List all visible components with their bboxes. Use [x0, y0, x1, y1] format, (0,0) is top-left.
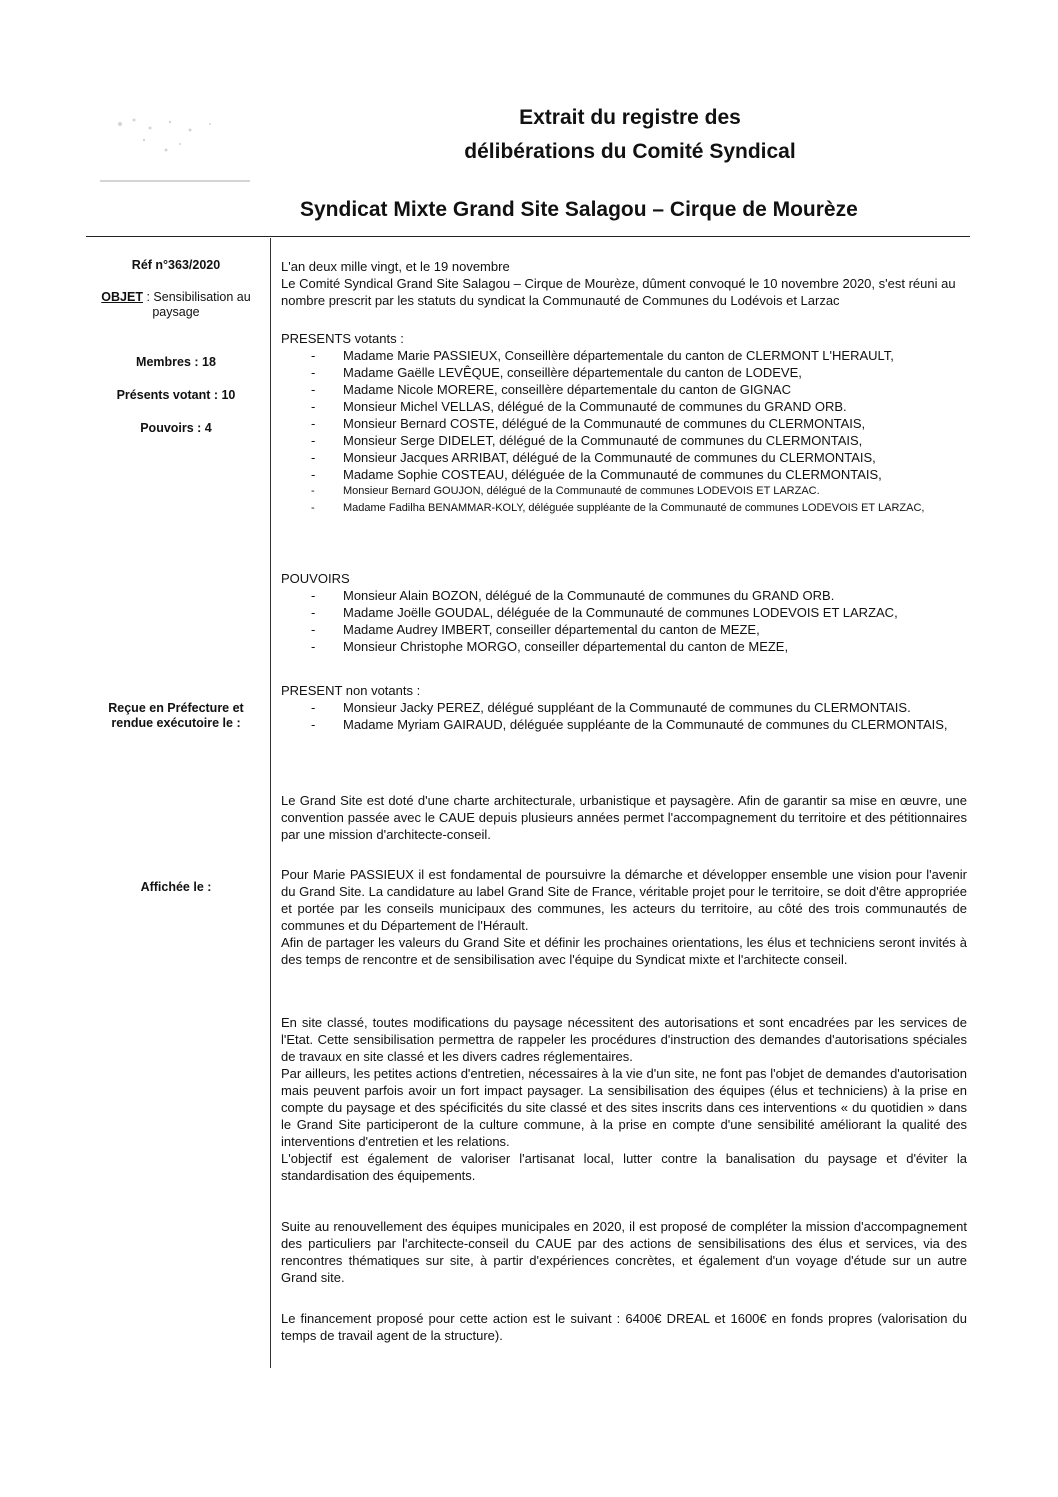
- presents-heading: PRESENTS votants :: [281, 331, 404, 346]
- list-item: - Monsieur Jacky PEREZ, délégué suppléant de la Communauté de communes du CLERMONTAIS.: [311, 699, 967, 716]
- intro-date: L'an deux mille vingt, et le 19 novembre: [281, 259, 510, 274]
- non-votants-section: [281, 682, 967, 733]
- intro-section: [281, 258, 967, 309]
- list-item: - Madame Audrey IMBERT, conseiller départemental du canton de MEZE,: [311, 621, 967, 638]
- list-item: - Monsieur Alain BOZON, délégué de la Communauté de communes du GRAND ORB.: [311, 587, 967, 604]
- presents-section: [281, 330, 967, 517]
- list-item: - Madame Nicole MORERE, conseillère départementale du canton de GIGNAC: [311, 381, 967, 398]
- paragraph-renouvellement: [281, 1218, 967, 1286]
- body-paragraph: En site classé, toutes modifications du paysage nécessitent des autorisations et sont encadrées par les services de l'Etat. Cette sensibilisation permettra de rappeler les procédures d'instruction des demandes d'autorisations spéciales de travaux en site classé et les divers cadres réglementaires.: [281, 1015, 967, 1064]
- pouvoirs-heading: POUVOIRS: [281, 571, 350, 586]
- document-title-line1: Extrait du registre des: [519, 106, 741, 129]
- non-votants-list: [281, 699, 967, 733]
- objet-label: OBJET: [101, 290, 143, 304]
- paragraph-financement: [281, 1310, 967, 1344]
- body-paragraph: Le Grand Site est doté d'une charte architecturale, urbanistique et paysagère. Afin de garantir sa mise en œuvre, une convention passée avec le CAUE depuis plusieurs années permet l'accompagnement du territoire et des pétitionnaires par une mission d'architecte-conseil.: [281, 793, 967, 842]
- reference-number: Réf n°363/2020: [131, 258, 221, 272]
- paragraph-charte: [281, 792, 967, 843]
- list-item: - Madame Myriam GAIRAUD, déléguée suppléante de la Communauté de communes du CLERMONTAIS,: [311, 716, 967, 733]
- affichage-date: Affichée le :: [140, 880, 212, 894]
- list-item: - Madame Fadilha BENAMMAR-KOLY, déléguée suppléante de la Communauté de communes LODEVOIS ET LARZAC,: [311, 500, 967, 517]
- presents-list: [281, 347, 967, 517]
- header-divider: [86, 236, 970, 237]
- non-votants-heading: PRESENT non votants :: [281, 683, 421, 698]
- pouvoirs-list: [281, 587, 967, 655]
- list-item: - Monsieur Jacques ARRIBAT, délégué de la Communauté de communes du CLERMONTAIS,: [311, 449, 967, 466]
- organization-logo: [100, 110, 260, 190]
- body-paragraph: Pour Marie PASSIEUX il est fondamental de poursuivre la démarche et développer ensemble une vision pour l'avenir du Grand Site. La candidature au label Grand Site de France, véritable projet pour le territoire, se doit d'être appropriée et portée par les conseils municipaux des communes, les acteurs du territoire, au côté des trois communautés de communes et du Département de l'Hérault.: [281, 867, 967, 933]
- list-item: - Monsieur Bernard GOUJON, délégué de la Communauté de communes LODEVOIS ET LARZAC.: [311, 483, 967, 500]
- body-paragraph: Le financement proposé pour cette action est le suivant : 6400€ DREAL et 1600€ en fonds propres (valorisation du temps de travail agent de la structure).: [281, 1311, 967, 1343]
- body-paragraph: Afin de partager les valeurs du Grand Site et définir les prochaines orientations, les élus et techniciens seront invités à des temps de rencontre et de sensibilisation avec l'équipe du Syndicat mixte et l'architecte conseil.: [281, 935, 967, 967]
- body-paragraph: Par ailleurs, les petites actions d'entretien, nécessaires à la vie d'un site, ne font pas l'objet de demandes d'autorisation mais peuvent parfois avoir un fort impact paysager. La sensibilisation des équipes (élus et techniciens) à la prise en compte du paysage et des spécificités du site classé et des sites inscrits dans ces interventions « du quotidien » dans le Grand Site participeront de la culture commune, à la prise en compte d'une sensibilité améliorant la qualité des interventions d'entretien et les relations.: [281, 1066, 967, 1149]
- pouvoirs-count: Pouvoirs : 4: [140, 421, 212, 435]
- presents-count: Présents votant : 10: [116, 388, 236, 402]
- paragraph-site-classe: [281, 1014, 967, 1184]
- list-item: - Madame Gaëlle LEVÊQUE, conseillère départementale du canton de LODEVE,: [311, 364, 967, 381]
- membres-count: Membres : 18: [136, 355, 216, 369]
- syndicate-name: Syndicat Mixte Grand Site Salagou – Cirque de Mourèze: [300, 198, 858, 221]
- list-item: - Monsieur Michel VELLAS, délégué de la Communauté de communes du GRAND ORB.: [311, 398, 967, 415]
- objet-block: [86, 290, 266, 320]
- pouvoirs-section: [281, 570, 967, 655]
- list-item: - Monsieur Serge DIDELET, délégué de la Communauté de communes du CLERMONTAIS,: [311, 432, 967, 449]
- body-paragraph: L'objectif est également de valoriser l'artisanat local, lutter contre la banalisation du paysage et d'éviter la standardisation des équipements.: [281, 1151, 967, 1183]
- objet-text: : Sensibilisation au paysage: [142, 290, 251, 319]
- prefecture-reception: Reçue en Préfecture et rendue exécutoire le :: [108, 701, 244, 730]
- intro-convocation: Le Comité Syndical Grand Site Salagou – Cirque de Mourèze, dûment convoqué le 10 novembre 2020, s'est réuni au nombre prescrit par les statuts du syndicat la Communauté de Communes du Lodévois et Larzac: [281, 276, 956, 308]
- list-item: - Madame Sophie COSTEAU, déléguée de la Communauté de communes du CLERMONTAIS,: [311, 466, 967, 483]
- list-item: - Monsieur Bernard COSTE, délégué de la Communauté de communes du CLERMONTAIS,: [311, 415, 967, 432]
- paragraph-vision: [281, 866, 967, 968]
- document-title-line2: délibérations du Comité Syndical: [464, 140, 796, 163]
- body-paragraph: Suite au renouvellement des équipes municipales en 2020, il est proposé de compléter la mission d'accompagnement des particuliers par l'architecte-conseil du CAUE par des actions de sensibilisations des élus et services, via des rencontres thématiques sur site, à partir d'expériences concrètes, et également d'un voyage d'étude sur un autre Grand site.: [281, 1219, 967, 1285]
- list-item: - Madame Marie PASSIEUX, Conseillère départementale du canton de CLERMONT L'HERAULT,: [311, 347, 967, 364]
- column-divider: [270, 238, 271, 1368]
- list-item: - Madame Joëlle GOUDAL, déléguée de la Communauté de communes LODEVOIS ET LARZAC,: [311, 604, 967, 621]
- list-item: - Monsieur Christophe MORGO, conseiller départemental du canton de MEZE,: [311, 638, 967, 655]
